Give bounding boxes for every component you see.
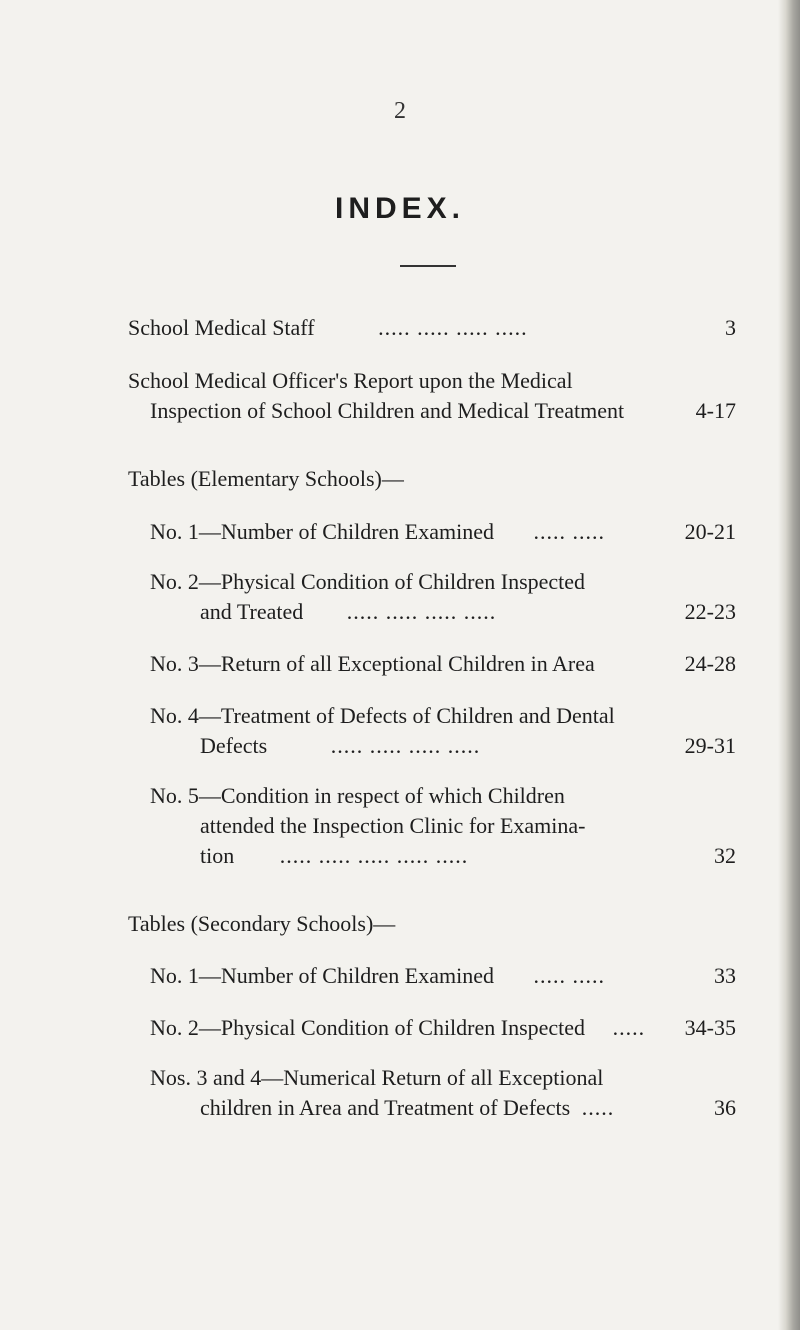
elementary-table-2-line1: No. 2—Physical Condition of Children Inspected [150,569,586,594]
entry-page-number: 36 [714,1095,736,1120]
secondary-table-1 [150,960,605,992]
leader-dots: ..... ..... ..... ..... ..... [279,843,469,868]
entry-page-number: 34-35 [684,1015,736,1040]
leader-dots: ..... ..... ..... ..... [330,733,481,758]
entry-text: No. 1—Number of Children Examined [150,963,494,988]
entry-page-number: 3 [725,315,736,340]
entry-text: No. 1—Number of Children Examined [150,519,494,544]
section-heading-elementary: Tables (Elementary Schools)— [128,466,404,491]
entry-page-number: 20-21 [684,519,736,544]
leader-dots: ..... ..... [533,963,605,988]
elementary-table-5-line3 [200,840,468,872]
entry-text: School Medical Staff [128,315,315,340]
elementary-table-4-line1: No. 4—Treatment of Defects of Children and Dental [150,703,615,728]
entry-page-number: 22-23 [684,599,736,624]
entry-report-line2: Inspection of School Children and Medical Treatment [150,398,625,423]
section-heading-secondary: Tables (Secondary Schools)— [128,911,396,936]
leader-dots: ..... ..... ..... ..... [378,315,528,340]
leader-dots: ..... ..... ..... ..... [346,599,497,624]
elementary-table-2-line2 [200,596,496,628]
leader-dots: ..... [612,1015,646,1040]
entry-text: children in Area and Treatment of Defects [200,1095,571,1120]
entry-text: tion [200,843,235,868]
title-rule [400,265,456,267]
page-number: 2 [394,98,406,124]
leader-dots: ..... [581,1095,615,1120]
entry-text: Defects [200,733,268,758]
leader-dots: ..... ..... [533,519,605,544]
entry-page-number: 24-28 [684,651,736,676]
entry-text: and Treated [200,599,304,624]
elementary-table-3: No. 3—Return of all Exceptional Children in Area [150,651,595,676]
elementary-table-5-line1: No. 5—Condition in respect of which Children [150,783,565,808]
secondary-table-3-4-line1: Nos. 3 and 4—Numerical Return of all Exceptional [150,1065,604,1090]
entry-page-number: 32 [714,843,736,868]
page-title: INDEX. [334,192,466,225]
entry-report-line1: School Medical Officer's Report upon the Medical [128,368,573,393]
entry-text: No. 2—Physical Condition of Children Inspected [150,1015,586,1040]
entry-page-number: 33 [714,963,736,988]
entry-page-number: 4-17 [695,398,736,423]
elementary-table-4-line2 [200,730,480,762]
entry-school-medical-staff [128,312,528,344]
elementary-table-5-line2: attended the Inspection Clinic for Examina- [200,813,586,838]
secondary-table-3-4-line2 [200,1092,614,1124]
entry-page-number: 29-31 [684,733,736,758]
elementary-table-1 [150,516,605,548]
secondary-table-2 [150,1012,645,1044]
